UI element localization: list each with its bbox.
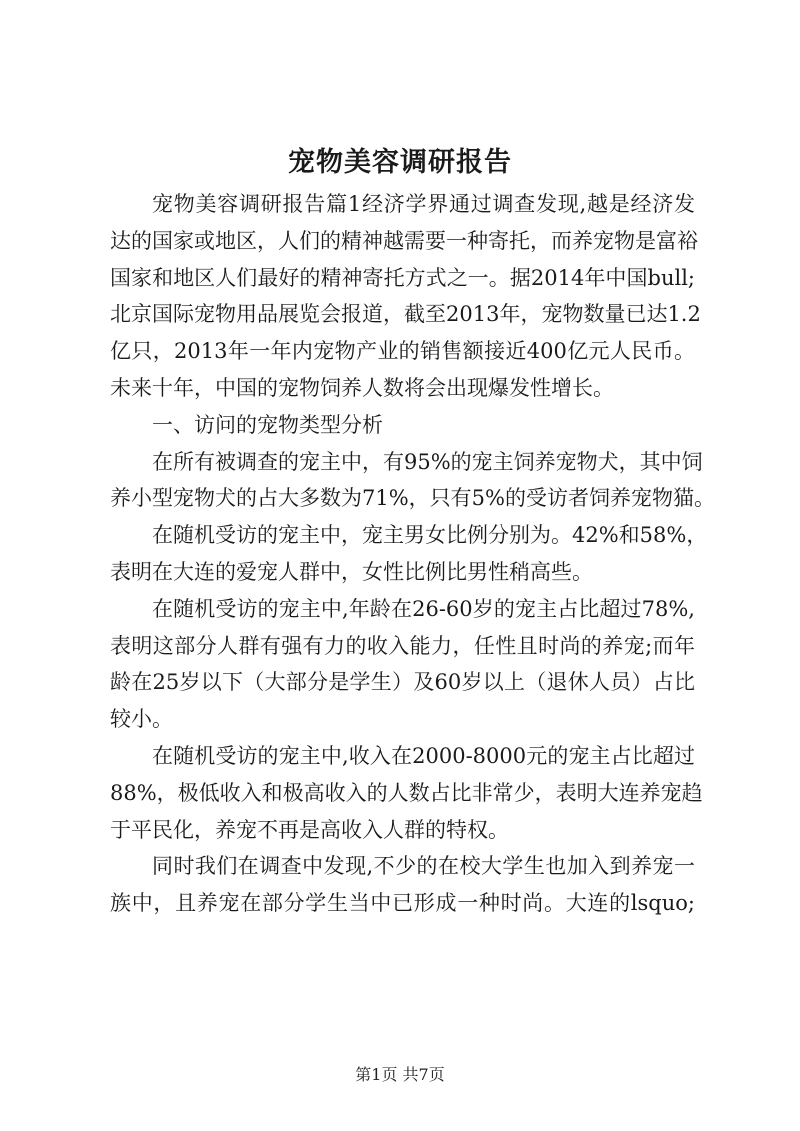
text-line: 亿只，2013年一年内宠物产业的销售额接近400亿元人民币。 <box>110 339 695 364</box>
text-line: 同时我们在调查中发现,不少的在校大学生也加入到养宠一 <box>152 854 695 879</box>
text-line: 在随机受访的宠主中,收入在2000-8000元的宠主占比超过 <box>152 743 695 768</box>
document-body <box>110 186 715 922</box>
text-line: 较小。 <box>110 707 173 732</box>
text-line: 88%，极低收入和极高收入的人数占比非常少，表明大连养宠趋 <box>110 780 703 805</box>
text-line: 北京国际宠物用品展览会报道，截至2013年，宠物数量已达1.2 <box>110 302 701 327</box>
document-title: 宠物美容调研报告 <box>288 147 512 178</box>
text-line: 养小型宠物犬的占大多数为71%，只有5%的受访者饲养宠物猫。 <box>110 486 715 511</box>
text-line: 表明这部分人群有强有力的收入能力，任性且时尚的养宠;而年 <box>110 633 695 658</box>
text-line: 在随机受访的宠主中,年龄在26-60岁的宠主占比超过78%, <box>152 596 695 621</box>
text-line: 未来十年，中国的宠物饲养人数将会出现爆发性增长。 <box>110 375 614 400</box>
text-line: 宠物美容调研报告篇1经济学界通过调查发现,越是经济发 <box>152 192 695 216</box>
text-line: 于平民化，养宠不再是高收入人群的特权。 <box>110 817 509 842</box>
text-line: 在所有被调查的宠主中，有95%的宠主饲养宠物犬，其中饲 <box>152 449 703 474</box>
text-line: 一、访问的宠物类型分析 <box>152 412 383 437</box>
text-line: 表明在大连的爱宠人群中，女性比例比男性稍高些。 <box>110 559 593 584</box>
page-footer: 第1页 共7页 <box>355 1065 445 1084</box>
text-line: 族中，且养宠在部分学生当中已形成一种时尚。大连的lsquo; <box>110 891 695 916</box>
text-line: 龄在25岁以下（大部分是学生）及60岁以上（退休人员）占比 <box>110 670 695 695</box>
text-line: 达的国家或地区，人们的精神越需要一种寄托，而养宠物是富裕 <box>110 228 698 253</box>
text-line: 国家和地区人们最好的精神寄托方式之一。据2014年中国bull; <box>110 265 695 290</box>
text-line: 在随机受访的宠主中，宠主男女比例分别为。42%和58%， <box>152 523 708 548</box>
